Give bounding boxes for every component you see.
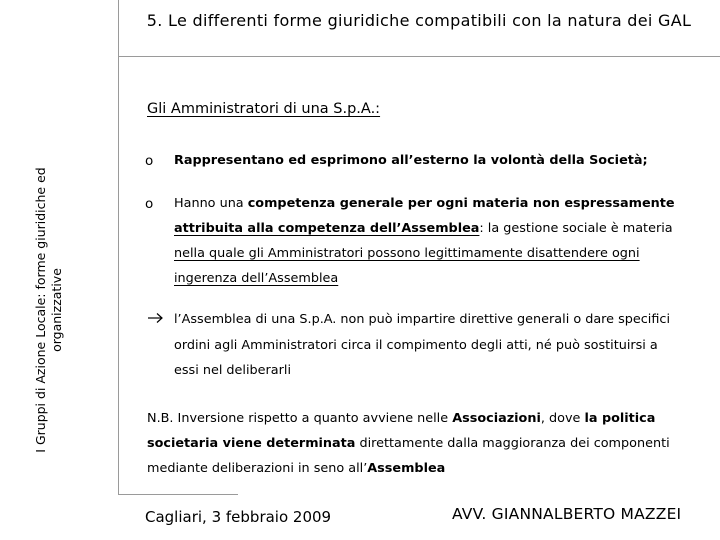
footer-author: AVV. GIANNALBERTO MAZZEI bbox=[452, 505, 682, 523]
side-label-text bbox=[23, 130, 75, 490]
bullet-marker-2: o bbox=[145, 196, 154, 212]
footer-divider bbox=[118, 494, 238, 495]
bullet-2-line3: nella quale gli Amministratori possono legittimamente disattendere ogni bbox=[174, 246, 640, 261]
arrow-item-line3: essi nel deliberarli bbox=[174, 363, 292, 378]
arrow-item-line2: ordini agli Amministratori circa il compimento degli atti, né può sostituirsi a bbox=[174, 338, 658, 353]
note-line1-c: , dove bbox=[540, 411, 585, 426]
bullet-2-line1-a: Hanno una bbox=[174, 196, 248, 211]
note-line1-b: Associazioni bbox=[452, 411, 541, 426]
footer-date: Cagliari, 3 febbraio 2009 bbox=[145, 508, 332, 526]
right-arrow-icon bbox=[147, 312, 165, 328]
bullet-2-line2-a: attribuita alla competenza dell’Assemblea bbox=[174, 221, 480, 236]
bullet-2-line1 bbox=[174, 196, 675, 211]
note-line3-a: mediante deliberazioni in seno all’ bbox=[147, 461, 368, 476]
subtitle-text: Gli Amministratori di una S.p.A.: bbox=[147, 101, 381, 117]
note-line3-b: Assemblea bbox=[367, 461, 446, 476]
vertical-divider bbox=[118, 57, 119, 494]
note-line1-a: N.B. Inversione rispetto a quanto avviene nelle bbox=[147, 411, 453, 426]
side-label bbox=[23, 130, 75, 490]
note-line1 bbox=[147, 411, 655, 426]
slide-title: 5. Le differenti forme giuridiche compatibili con la natura dei GAL bbox=[146, 11, 692, 30]
note-line2 bbox=[147, 436, 670, 451]
note-line2-a: societaria viene determinata bbox=[147, 436, 356, 451]
side-label-line1: I Gruppi di Azione Locale: forme giuridiche ed bbox=[33, 167, 48, 453]
subtitle bbox=[147, 101, 380, 117]
note-line3 bbox=[147, 461, 445, 476]
side-label-line2: organizzative bbox=[49, 268, 64, 352]
bullet-2-line4: ingerenza dell’Assemblea bbox=[174, 271, 339, 286]
note-line1-d: la politica bbox=[584, 411, 656, 426]
note-line2-b: direttamente dalla maggioranza dei componenti bbox=[355, 436, 670, 451]
bullet-2-line2-b: : la gestione sociale è materia bbox=[479, 221, 673, 236]
bullet-1-text: Rappresentano ed esprimono all’esterno la volontà della Società; bbox=[174, 153, 648, 168]
arrow-item-line1: l’Assemblea di una S.p.A. non può impartire direttive generali o dare specifici bbox=[174, 312, 671, 327]
bullet-2-line1-b: competenza generale per ogni materia non espressamente bbox=[247, 196, 675, 211]
bullet-2-line2 bbox=[174, 221, 673, 236]
bullet-marker-1: o bbox=[145, 153, 154, 169]
